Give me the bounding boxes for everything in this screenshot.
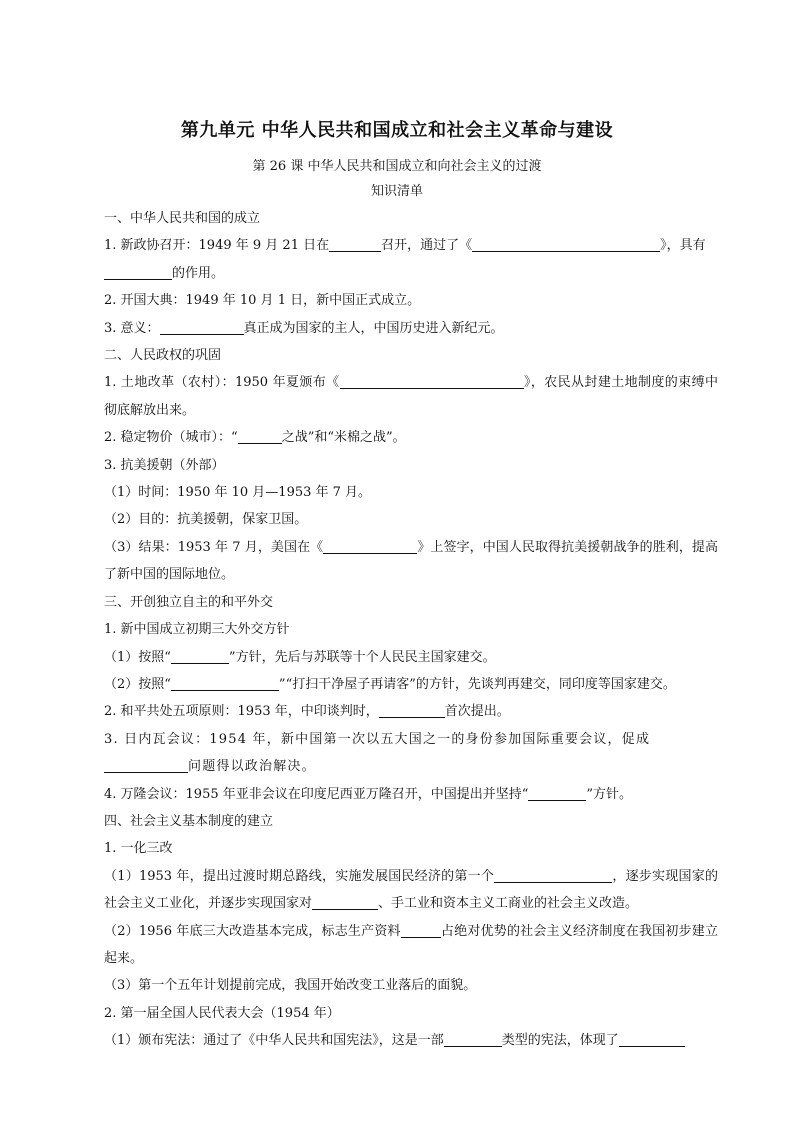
paragraph: 3. 意义： 真正成为国家的主人，中国历史进入新纪元。 <box>104 320 504 336</box>
fill-blank[interactable] <box>312 894 378 910</box>
section-heading: 三、开创独立自主的和平外交 <box>104 594 274 610</box>
paragraph: 1. 一化三改 <box>104 841 173 857</box>
paragraph: 2. 和平共处五项原则：1953 年，中印谈判时， 首次提出。 <box>104 704 510 720</box>
section-label: 知识清单 <box>370 184 423 199</box>
fill-blank[interactable] <box>323 538 417 554</box>
section-heading: 一、中华人民共和国的成立 <box>104 211 261 226</box>
fill-blank[interactable] <box>528 785 586 801</box>
paragraph: （2）目的：抗美援朝，保家卫国。 <box>104 512 308 528</box>
fill-blank[interactable] <box>379 702 445 718</box>
paragraph: （1）1953 年，提出过渡时期总路线，实施发展国民经济的第一个 ，逐步实现国家的社会主义工业化，并逐步实现国家对 、手工业和资本主义工商业的社会主义改造。 <box>104 868 718 912</box>
paragraph: 2. 稳定物价（城市）：“ 之战”和“米棉之战”。 <box>104 430 406 446</box>
fill-blank[interactable] <box>104 264 172 280</box>
fill-blank[interactable] <box>472 236 660 252</box>
fill-blank[interactable] <box>619 1031 685 1047</box>
paragraph: 2. 第一届全国人民代表大会（1954 年） <box>104 1005 340 1021</box>
fill-blank[interactable] <box>340 373 524 389</box>
section-heading: 四、社会主义基本制度的建立 <box>104 813 274 829</box>
paragraph: （2）按照“ ”“打扫干净屋子再请客”的方针，先谈判再建交，同印度等国家建交。 <box>104 676 676 692</box>
fill-blank[interactable] <box>401 922 441 938</box>
fill-blank[interactable] <box>238 428 282 444</box>
paragraph: 1. 土地改革（农村）：1950 年夏颁布《 》，农民从封建土地制度的束缚中彻底解放出来。 <box>104 375 718 418</box>
fill-blank[interactable] <box>104 757 188 773</box>
lesson-title: 第 26 课 中华人民共和国成立和向社会主义的过渡 <box>252 159 542 174</box>
paragraph: 2. 开国大典：1949 年 10 月 1 日，新中国正式成立。 <box>104 293 421 309</box>
paragraph: 4. 万隆会议：1955 年亚非会议在印度尼西亚万隆召开，中国提出并坚持“ ”方针。 <box>104 786 633 802</box>
fill-blank[interactable] <box>171 675 279 691</box>
fill-blank[interactable] <box>494 867 612 883</box>
section-heading: 二、人民政权的巩固 <box>104 348 222 364</box>
fill-blank[interactable] <box>171 648 229 664</box>
paragraph: （3）结果：1953 年 7 月，美国在《 》上签字，中国人民取得抗美援朝战争的胜利，提高了新中国的国际地位。 <box>104 539 718 583</box>
paragraph: （1）时间：1950 年 10 月—1953 年 7 月。 <box>104 485 372 501</box>
paragraph: 3. 抗美援朝（外部） <box>104 457 225 473</box>
paragraph: （1）颁布宪法：通过了《中华人民共和国宪法》，这是一部 类型的宪法，体现了 <box>76 1027 718 1054</box>
fill-blank[interactable] <box>329 236 381 252</box>
paragraph: 3. 日内瓦会议：1954 年，新中国第一次以五大国之一的身份参加国际重要会议，促成 问题得以政治解决。 <box>104 731 651 775</box>
content-body <box>76 205 718 1055</box>
fill-blank[interactable] <box>160 319 244 335</box>
unit-title: 第九单元 中华人民共和国成立和社会主义革命与建设 <box>180 120 614 141</box>
paragraph: （2）1956 年底三大改造基本完成，标志生产资料 占绝对优势的社会主义经济制度在我国初步建立起来。 <box>104 923 718 966</box>
fill-blank[interactable] <box>444 1031 502 1047</box>
paragraph: 1. 新中国成立初期三大外交方针 <box>104 622 290 638</box>
paragraph: （3）第一个五年计划提前完成，我国开始改变工业落后的面貌。 <box>104 978 477 994</box>
paragraph: 1. 新政协召开：1949 年 9 月 21 日在 召开，通过了《 》，具有 的作用。 <box>104 238 706 281</box>
paragraph: （1）按照“ ”方针，先后与苏联等十个人民民主国家建交。 <box>104 649 496 665</box>
